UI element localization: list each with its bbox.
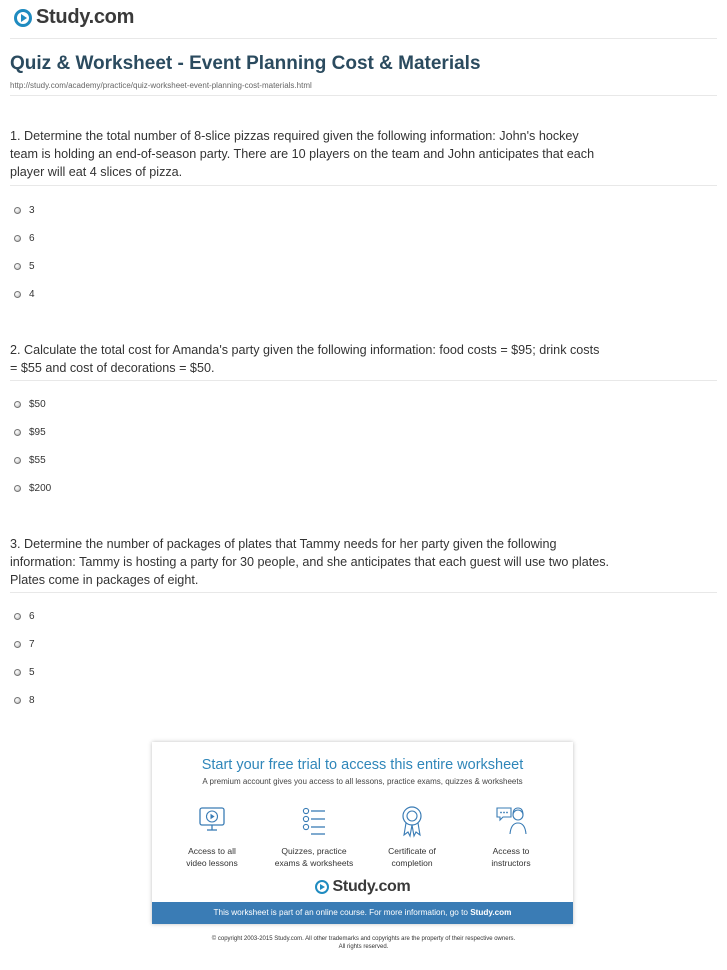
- q3-option-2[interactable]: [14, 639, 35, 650]
- header-divider: [10, 38, 717, 39]
- option-label: 5: [29, 667, 35, 678]
- radio-button-icon[interactable]: [14, 401, 21, 408]
- video-lesson-icon: [197, 804, 227, 838]
- q1-option-3[interactable]: [14, 261, 35, 272]
- radio-button-icon[interactable]: [14, 457, 21, 464]
- feature-label: Access to instructors: [491, 846, 531, 868]
- promo-logo-text: Study.com: [332, 878, 411, 895]
- q2-option-1[interactable]: [14, 399, 46, 410]
- question-2-text: 2. Calculate the total cost for Amanda's party given the following information: food costs = $95; drink costs = $55 and cost of decorations = $50.: [10, 343, 600, 375]
- radio-button-icon[interactable]: [14, 613, 21, 620]
- copyright-line-1: © copyright 2003-2015 Study.com. All other trademarks and copyrights are the property of their respective owners.: [211, 936, 516, 942]
- certificate-icon: [397, 804, 427, 838]
- q3-option-1[interactable]: [14, 611, 35, 622]
- q2-option-4[interactable]: [14, 483, 51, 494]
- q3-option-3[interactable]: [14, 667, 35, 678]
- title-divider: [10, 95, 717, 96]
- promo-footer-bar: [152, 902, 573, 924]
- q1-option-2[interactable]: [14, 233, 35, 244]
- free-trial-promo[interactable]: [152, 742, 573, 924]
- copyright-line-2: All rights reserved.: [338, 944, 389, 950]
- option-label: 6: [29, 233, 35, 244]
- question-3-divider: [10, 592, 717, 593]
- instructor-icon: [494, 804, 528, 838]
- option-label: 4: [29, 289, 35, 300]
- logo-text: Study.com: [36, 6, 135, 28]
- play-circle-icon: [14, 9, 32, 27]
- radio-button-icon[interactable]: [14, 641, 21, 648]
- question-1-divider: [10, 185, 717, 186]
- option-label: $95: [29, 427, 46, 438]
- feature-instructors: [461, 804, 561, 869]
- q1-option-4[interactable]: [14, 289, 35, 300]
- option-label: 3: [29, 205, 35, 216]
- q3-option-4[interactable]: [14, 695, 35, 706]
- option-label: 6: [29, 611, 35, 622]
- page-title: Quiz & Worksheet - Event Planning Cost & Materials: [10, 53, 481, 74]
- option-label: $55: [29, 455, 46, 466]
- study-link[interactable]: Study.com: [470, 908, 512, 917]
- option-label: 7: [29, 639, 35, 650]
- page-url: http://study.com/academy/practice/quiz-worksheet-event-planning-cost-materials.html: [10, 81, 312, 90]
- radio-button-icon[interactable]: [14, 235, 21, 242]
- radio-button-icon[interactable]: [14, 207, 21, 214]
- feature-label: Access to all video lessons: [186, 846, 238, 868]
- question-2-divider: [10, 380, 717, 381]
- copyright: [0, 935, 727, 951]
- checklist-icon: [299, 804, 329, 838]
- feature-video-lessons: [162, 804, 262, 869]
- radio-button-icon[interactable]: [14, 429, 21, 436]
- question-1-text: 1. Determine the total number of 8-slice pizzas required given the following information: John's hockey team is holding an end-of-season party. There are 10 players on the team and John anticipates that each player will eat 4 slices of pizza.: [10, 129, 595, 179]
- radio-button-icon[interactable]: [14, 263, 21, 270]
- study-logo[interactable]: [14, 6, 134, 29]
- promo-heading[interactable]: Start your free trial to access this entire worksheet: [201, 757, 524, 773]
- promo-footer-text: This worksheet is part of an online course. For more information, go to: [213, 908, 468, 917]
- feature-label: Certificate of completion: [388, 846, 436, 868]
- play-circle-icon: [315, 880, 329, 894]
- option-label: 8: [29, 695, 35, 706]
- feature-quizzes: [264, 804, 364, 869]
- option-label: $50: [29, 399, 46, 410]
- feature-certificate: [362, 804, 462, 869]
- radio-button-icon[interactable]: [14, 669, 21, 676]
- question-3-text: 3. Determine the number of packages of plates that Tammy needs for her party given the following information: Tammy is hosting a party for 30 people, and she anticipates that each guest will use two plates. Plates come in packages of eight.: [10, 537, 610, 587]
- radio-button-icon[interactable]: [14, 697, 21, 704]
- promo-logo[interactable]: [152, 878, 573, 896]
- feature-label: Quizzes, practice exams & worksheets: [274, 846, 354, 868]
- q2-option-2[interactable]: [14, 427, 46, 438]
- q2-option-3[interactable]: [14, 455, 46, 466]
- promo-subheading: A premium account gives you access to all lessons, practice exams, quizzes & worksheets: [202, 777, 523, 786]
- option-label: $200: [29, 483, 52, 494]
- radio-button-icon[interactable]: [14, 291, 21, 298]
- radio-button-icon[interactable]: [14, 485, 21, 492]
- option-label: 5: [29, 261, 35, 272]
- q1-option-1[interactable]: [14, 205, 35, 216]
